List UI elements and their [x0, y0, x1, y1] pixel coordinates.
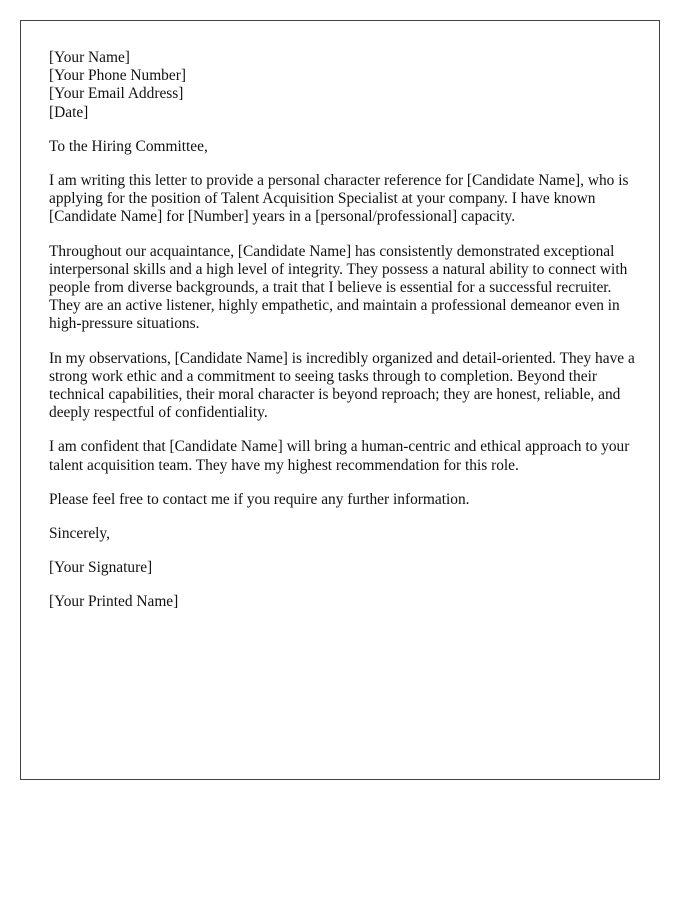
- closing: Sincerely,: [49, 525, 110, 543]
- sender-block: [49, 49, 635, 122]
- letter-page: [20, 20, 660, 780]
- paragraph-recommendation: I am confident that [Candidate Name] will bring a human-centric and ethical approach to your talent acquisition team. They have my highest recommendation for this role.: [49, 438, 630, 474]
- salutation: To the Hiring Committee,: [49, 137, 208, 155]
- paragraph-intro: I am writing this letter to provide a personal character reference for [Candidate Name], who is applying for the position of Talent Acquisition Specialist at your company. I have known [Candidate Name] for [Number] years in a [personal/professional] capacity.: [49, 172, 629, 226]
- sender-phone: [Your Phone Number]: [49, 67, 186, 85]
- paragraph-character: In my observations, [Candidate Name] is incredibly organized and detail-oriented. They have a strong work ethic and a commitment to seeing tasks through to completion. Beyond their technical capabilities, their moral character is beyond reproach; they are honest, reliable, and deeply respectful of confidentiality.: [49, 349, 635, 422]
- signature: [Your Signature]: [49, 559, 153, 577]
- paragraph-interpersonal: Throughout our acquaintance, [Candidate Name] has consistently demonstrated exceptional interpersonal skills and a high level of integrity. They possess a natural ability to connect with people from diverse backgrounds, a trait that I believe is essential for a successful recruiter. They are an active listener, highly empathetic, and maintain a professional demeanor even in high-pressure situations.: [49, 242, 628, 333]
- sender-name: [Your Name]: [49, 49, 130, 66]
- sender-email: [Your Email Address]: [49, 85, 184, 103]
- printed-name: [Your Printed Name]: [49, 593, 179, 611]
- paragraph-contact: Please feel free to contact me if you require any further information.: [49, 490, 470, 508]
- letter-body: [49, 49, 635, 628]
- sender-date: [Date]: [49, 103, 89, 121]
